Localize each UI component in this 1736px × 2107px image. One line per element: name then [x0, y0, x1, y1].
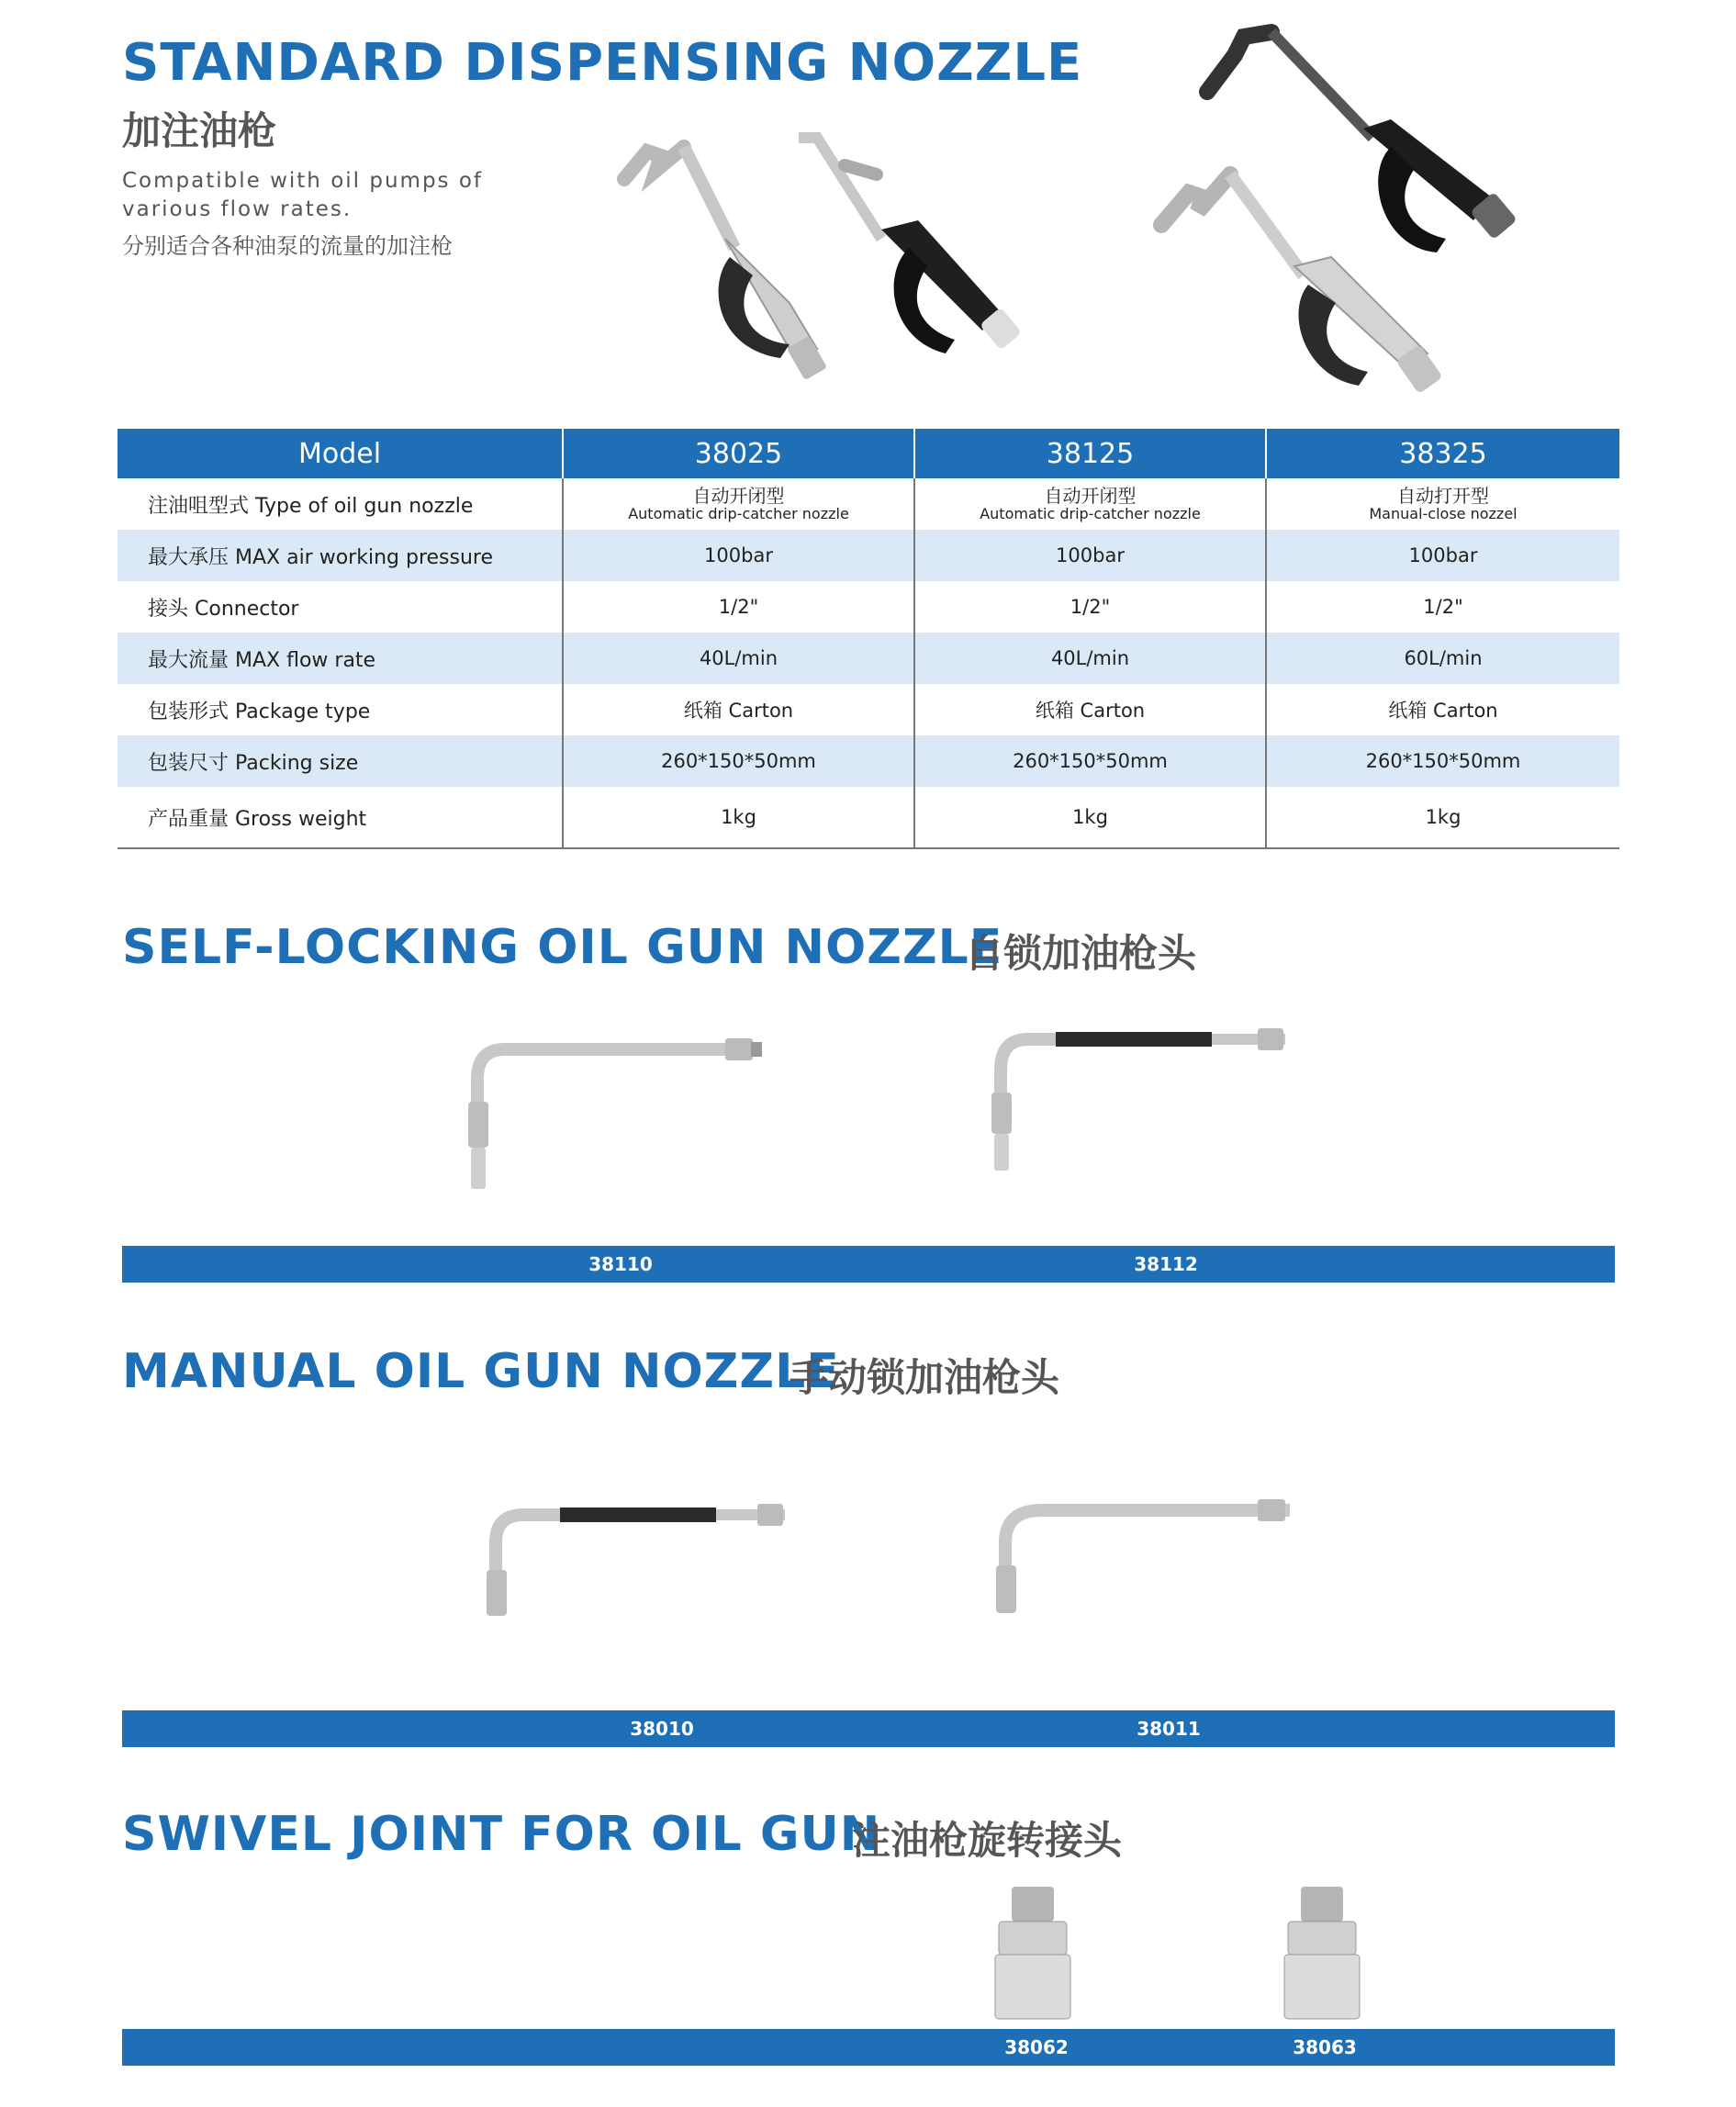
row-label: 包装形式 Package type [148, 700, 371, 723]
row-label: 注油咀型式 Type of oil gun nozzle [148, 494, 474, 518]
table-cell: 自动打开型 Manual-close nozzel [1266, 478, 1619, 530]
table-cell: 纸箱 Carton [563, 684, 914, 735]
subtitle-en: Compatible with oil pumps of various flow rates. [122, 169, 484, 221]
table-cell: 1/2" [914, 581, 1266, 633]
self-locking-title-cn: 自锁加油枪头 [965, 931, 1197, 976]
table-row [118, 735, 1619, 787]
manual-nozzle-title-cn: 手动锁加油枪头 [790, 1355, 1060, 1400]
swivel-model-bar [122, 2029, 1615, 2066]
table-cell: 1kg [563, 787, 914, 848]
table-row [118, 787, 1619, 848]
table-cell: 自动开闭型 Automatic drip-catcher nozzle [563, 478, 914, 530]
spec-table [118, 429, 1619, 849]
table-cell: 1/2" [563, 581, 914, 633]
self-locking-model-bar [122, 1246, 1615, 1283]
table-cell: 100bar [1266, 530, 1619, 581]
table-cell: 自动开闭型 Automatic drip-catcher nozzle [914, 478, 1266, 530]
table-cell: 1/2" [1266, 581, 1619, 633]
table-cell: 100bar [914, 530, 1266, 581]
swivel-38062-image [991, 1887, 1074, 2020]
header-38125: 38125 [914, 429, 1266, 478]
row-label: 接头 Connector [148, 597, 299, 621]
subtitle-cn: 分别适合各种油泵的流量的加注枪 [122, 233, 453, 259]
swivel-joint-title-cn: 注油枪旋转接头 [852, 1818, 1123, 1863]
nozzle-38112-image [982, 1019, 1294, 1175]
nozzle-large-silver-image [1148, 138, 1496, 404]
table-cell: 60L/min [1266, 633, 1619, 684]
table-row [118, 633, 1619, 684]
self-locking-title: SELF-LOCKING OIL GUN NOZZLE [122, 920, 1003, 975]
table-cell: 260*150*50mm [1266, 735, 1619, 787]
model-label-38110: 38110 [588, 1253, 653, 1275]
table-cell: 100bar [563, 530, 914, 581]
model-label-38063: 38063 [1293, 2036, 1357, 2058]
row-label: 最大流量 MAX flow rate [118, 633, 563, 684]
table-cell: 纸箱 Carton [1266, 684, 1619, 735]
standard-nozzle-title: STANDARD DISPENSING NOZZLE [122, 33, 1083, 93]
swivel-joint-title: SWIVEL JOINT FOR OIL GUN [122, 1807, 881, 1862]
standard-nozzle-title-cn: 加注油枪 [122, 108, 277, 153]
table-header-row [118, 429, 1619, 478]
table-cell: 纸箱 Carton [914, 684, 1266, 735]
table-row [118, 478, 1619, 530]
model-label-38112: 38112 [1134, 1253, 1198, 1275]
table-cell: 260*150*50mm [563, 735, 914, 787]
swivel-38063-image [1281, 1887, 1363, 2020]
table-row [118, 684, 1619, 735]
nozzle-38110-image [459, 1024, 771, 1198]
table-cell: 1kg [914, 787, 1266, 848]
table-row [118, 530, 1619, 581]
header-38025: 38025 [563, 429, 914, 478]
manual-nozzle-title: MANUAL OIL GUN NOZZLE [122, 1344, 840, 1399]
table-cell: 40L/min [914, 633, 1266, 684]
table-cell: 260*150*50mm [914, 735, 1266, 787]
table-row [118, 581, 1619, 633]
header-model: Model [118, 429, 563, 478]
nozzle-38011-image [987, 1492, 1299, 1630]
table-cell: 1kg [1266, 787, 1619, 848]
nozzle-black-image [762, 129, 1056, 376]
header-38325: 38325 [1266, 429, 1619, 478]
model-label-38010: 38010 [630, 1718, 694, 1740]
model-label-38062: 38062 [1004, 2036, 1069, 2058]
nozzle-38010-image [468, 1496, 799, 1634]
table-cell: 40L/min [563, 633, 914, 684]
row-label: 最大承压 MAX air working pressure [118, 530, 563, 581]
row-label: 包装尺寸 Packing size [118, 735, 563, 787]
manual-model-bar [122, 1710, 1615, 1747]
model-label-38011: 38011 [1137, 1718, 1201, 1740]
row-label: 产品重量 Gross weight [118, 787, 563, 848]
